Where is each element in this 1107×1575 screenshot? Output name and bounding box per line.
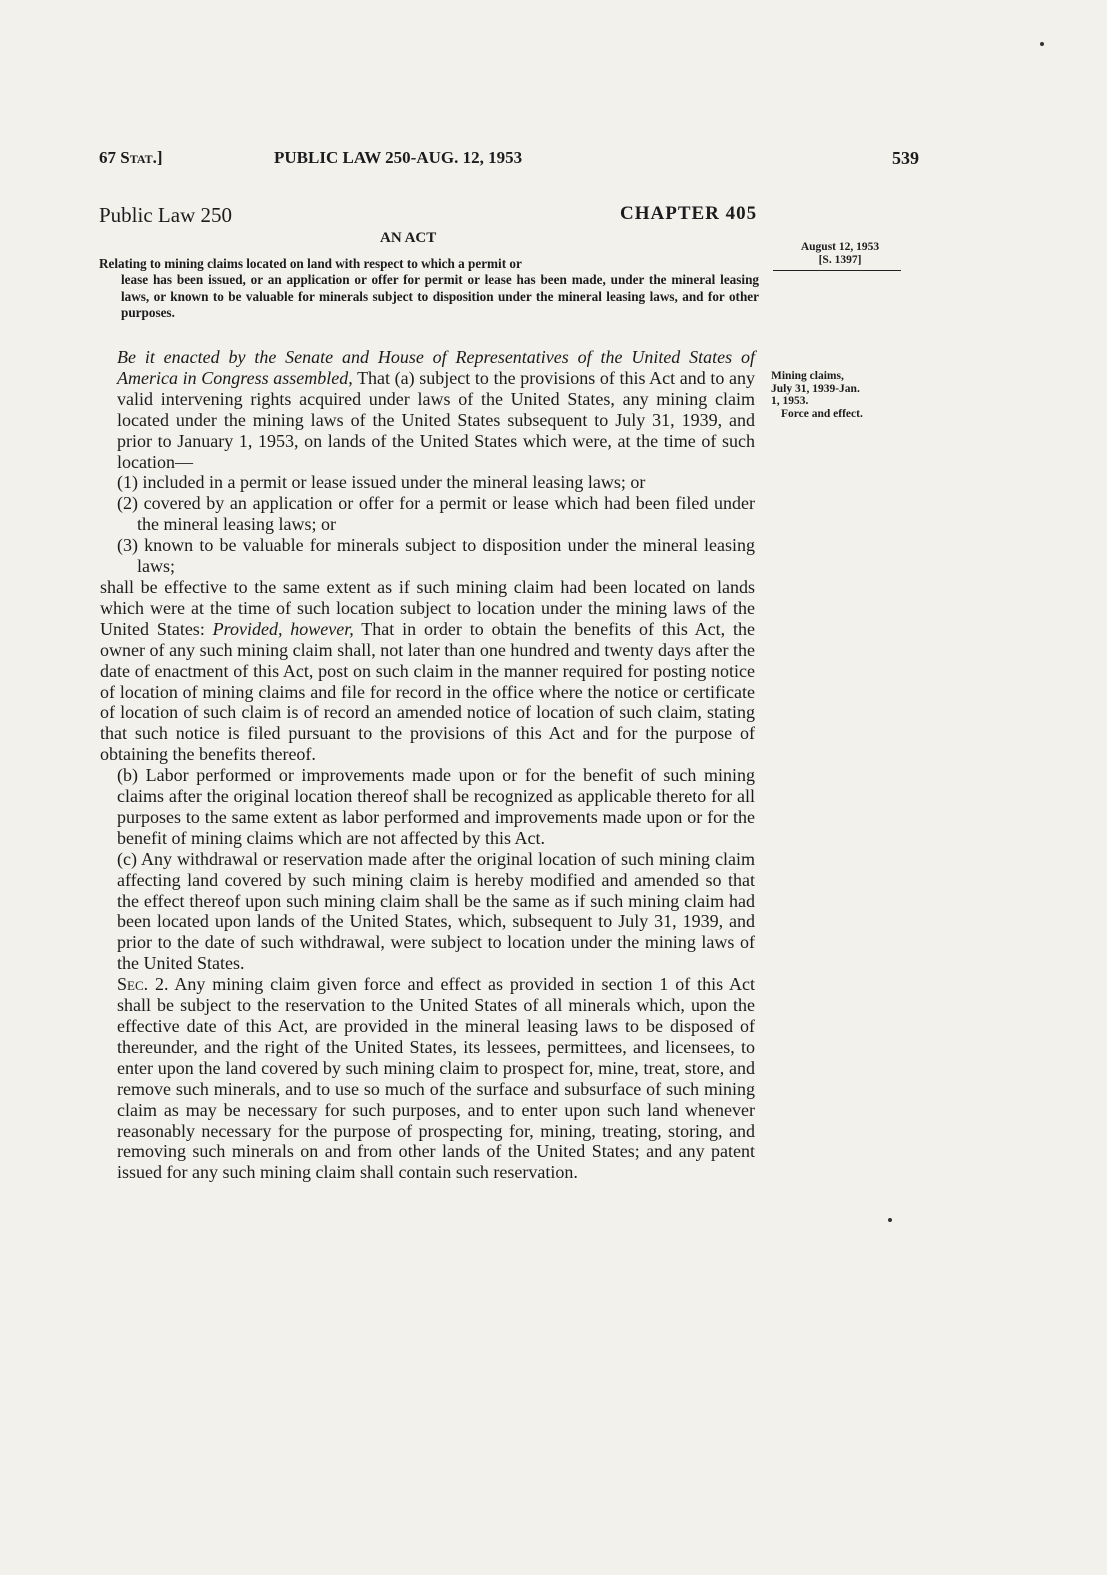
chapter-number: CHAPTER 405	[620, 203, 758, 224]
section-2	[117, 974, 755, 1183]
shall-paragraph: shall be effective to the same extent as if such mining claim had been located on lands which were at the time of such location subject to location under the mining laws of the United States: Provided, however, That in order to obtain the benefits of this Act, the owner of any such mining claim shall, not later than one hundred and twenty days after the date of enactment of this Act, post on such claim in the manner required for posting notice of location of mining claims and file for record in the office where the notice or certificate of location of such claim is of record an amended notice of location of such claim, stating that such notice is filed pursuant to the provisions of this Act and for the purpose of obtaining the benefits thereof.	[100, 576, 755, 765]
act-title-first-line: Relating to mining claims located on land with respect to which a permit or	[99, 256, 522, 271]
paragraph-c: (c) Any withdrawal or reservation made after the original location of such mining claim affecting land covered by such mining claim is hereby modified and amended so that the effect thereof upon such mining claim shall be the same as if such mining claim had been located upon lands of the United States, which, subsequent to July 31, 1939, and prior to the date of such withdrawal, were subject to location under the mining laws of the United States.	[117, 848, 755, 974]
section-label: Sec. 2.	[117, 974, 169, 995]
running-header	[99, 148, 919, 178]
margin-note-date	[773, 241, 907, 271]
margin-mining-line2: July 31, 1939-Jan.	[771, 382, 860, 395]
section-2-text: Any mining claim given force and effect as provided in section 1 of this Act shall be subject to the reservation to the United States of all minerals which, upon the effective date of this Act, are provided in the mineral leasing laws to be disposed of thereunder, and the right of the United States, its lessees, permittees, and licensees, to enter upon the land covered by such mining claim to prospect for, mine, treat, store, and remove such minerals, and to use so much of the surface and subsurface of such mining claim as may be necessary for such purposes, and to enter upon such land whenever reasonably necessary for the purpose of prospecting for, mining, treating, storing, and removing such minerals on and from other lands of the United States; and any patent issued for any such mining claim shall contain such reservation.	[117, 974, 755, 1183]
an-act-heading: AN ACT	[380, 230, 437, 246]
margin-date: August 12, 1953	[800, 241, 880, 253]
speck-mark	[1040, 42, 1044, 46]
running-title: PUBLIC LAW 250-AUG. 12, 1953	[274, 148, 523, 167]
margin-rule	[773, 270, 901, 271]
paragraph-b: (b) Labor performed or improvements made upon or for the benefit of such mining claims after the original location thereof shall be recognized as applicable thereto for all purposes to the same extent as labor performed and improvements made upon or for the benefit of mining claims which are not affected by this Act.	[117, 765, 755, 848]
list-item: (1) included in a permit or lease issued under the mineral leasing laws; or	[117, 472, 646, 493]
speck-mark	[888, 1218, 892, 1222]
list-item: (3) known to be valuable for minerals subject to disposition under the mineral leasing laws;	[117, 535, 755, 577]
page-number: 539	[892, 148, 919, 168]
provided-however: Provided, however,	[212, 618, 354, 639]
margin-bill-number: [S. 1397]	[818, 253, 862, 266]
act-title-rest: lease has been issued, or an application or offer for permit or lease has been made, under the mineral leasing laws, or known to be valuable for minerals subject to disposition under the mineral leasing laws, and for other purposes.	[121, 272, 759, 321]
enacting-text: That (a) subject to the provisions of this Act and to any valid intervening rights acquired under laws of the United States, any mining claim located under the mining laws of the United States subsequent to July 31, 1939, and prior to January 1, 1953, on lands of the United States which were, at the time of such location—	[117, 367, 756, 472]
margin-mining-line3: 1, 1953.	[771, 395, 809, 407]
public-law-number: Public Law 250	[99, 203, 232, 227]
margin-mining-line1: Mining claims,	[771, 370, 844, 382]
enacting-italic: Be it enacted by the Senate and House of Representatives of the United States of America in Congress assembled,	[117, 347, 755, 388]
enacting-clause	[117, 347, 755, 472]
statute-volume: 67 Stat.]	[99, 148, 163, 167]
act-title	[99, 256, 759, 322]
list-item: (2) covered by an application or offer for a permit or lease which had been filed under the mineral leasing laws; or	[117, 493, 755, 535]
margin-force-effect: Force and effect.	[781, 407, 863, 420]
act-body	[100, 347, 756, 1183]
margin-note-mining	[771, 370, 911, 420]
